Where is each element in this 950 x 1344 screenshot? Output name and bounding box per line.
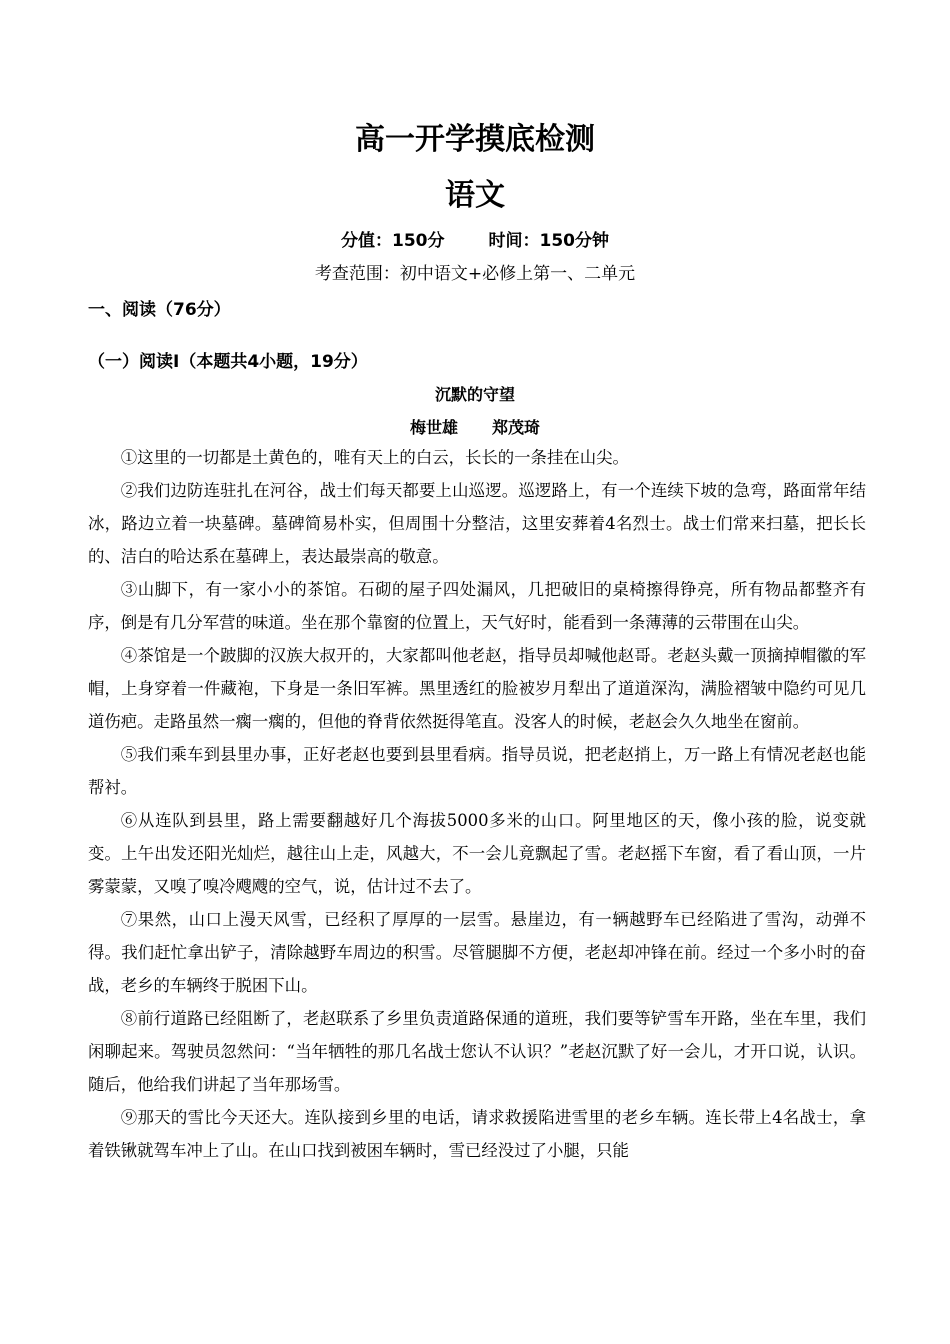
paragraph: ③山脚下，有一家小小的茶馆。石砌的屋子四处漏风，几把破旧的桌椅擦得铮亮，所有物品都整齐有序，倒是有几分军营的味道。坐在那个靠窗的位置上，天气好时，能看到一条薄薄的云带围在山尖。: [88, 580, 866, 632]
author-name: 郑茂琦: [492, 418, 541, 437]
subject-title: 语文: [445, 178, 505, 213]
passage-body: [88, 441, 866, 1167]
exam-scope: 考查范围：初中语文+必修上第一、二单元: [314, 264, 636, 284]
passage-title: 沉默的守望: [434, 385, 515, 404]
passage-authors: [0, 415, 950, 438]
exam-title: 高一开学摸底检测: [355, 122, 595, 157]
paragraph: ⑤我们乘车到县里办事，正好老赵也要到县里看病。指导员说，把老赵捎上，万一路上有情况老赵也能帮衬。: [88, 745, 866, 797]
paragraph: ⑧前行道路已经阻断了，老赵联系了乡里负责道路保通的道班，我们要等铲雪车开路，坐在车里，我们闲聊起来。驾驶员忽然问：“当年牺牲的那几名战士您认不认识？”老赵沉默了好一会儿，才开口说，认识。随后，他给我们讲起了当年那场雪。: [88, 1009, 866, 1094]
author-name: 梅世雄: [409, 418, 458, 437]
section-heading: 一、阅读（76分）: [88, 300, 231, 320]
paragraph: ⑦果然，山口上漫天风雪，已经积了厚厚的一层雪。悬崖边，有一辆越野车已经陷进了雪沟，动弹不得。我们赶忙拿出铲子，清除越野车周边的积雪。尽管腿脚不方便，老赵却冲锋在前。经过一个多小时的奋战，老乡的车辆终于脱困下山。: [88, 910, 866, 995]
subsection-heading: （一）阅读Ⅰ（本题共4小题，19分）: [88, 352, 368, 372]
paragraph: ②我们边防连驻扎在河谷，战士们每天都要上山巡逻。巡逻路上，有一个连续下坡的急弯，路面常年结冰，路边立着一块墓碑。墓碑简易朴实，但周围十分整洁，这里安葬着4名烈士。战士们常来扫墓，把长长的、洁白的哈达系在墓碑上，表达最崇高的敬意。: [88, 481, 866, 566]
time-label: 时间：150分钟: [488, 231, 609, 251]
paragraph: ④茶馆是一个跛脚的汉族大叔开的，大家都叫他老赵，指导员却喊他赵哥。老赵头戴一顶摘掉帽徽的军帽，上身穿着一件藏袍，下身是一条旧军裤。黑里透红的脸被岁月犁出了道道深沟，满脸褶皱中隐约可见几道伤疤。走路虽然一瘸一瘸的，但他的脊背依然挺得笔直。没客人的时候，老赵会久久地坐在窗前。: [88, 646, 866, 731]
paragraph: ①这里的一切都是土黄色的，唯有天上的白云，长长的一条挂在山尖。: [120, 448, 629, 467]
exam-meta: [0, 226, 950, 251]
paragraph: ⑨那天的雪比今天还大。连队接到乡里的电话，请求救援陷进雪里的老乡车辆。连长带上4名战士，拿着铁锹就驾车冲上了山。在山口找到被困车辆时，雪已经没过了小腿，只能: [88, 1108, 866, 1160]
paragraph: ⑥从连队到县里，路上需要翻越好几个海拔5000多米的山口。阿里地区的天，像小孩的脸，说变就变。上午出发还阳光灿烂，越往山上走，风越大，不一会儿竟飘起了雪。老赵摇下车窗，看了看山顶，一片雾蒙蒙，又嗅了嗅冷飕飕的空气，说，估计过不去了。: [88, 811, 866, 896]
score-label: 分值：150分: [341, 231, 445, 251]
